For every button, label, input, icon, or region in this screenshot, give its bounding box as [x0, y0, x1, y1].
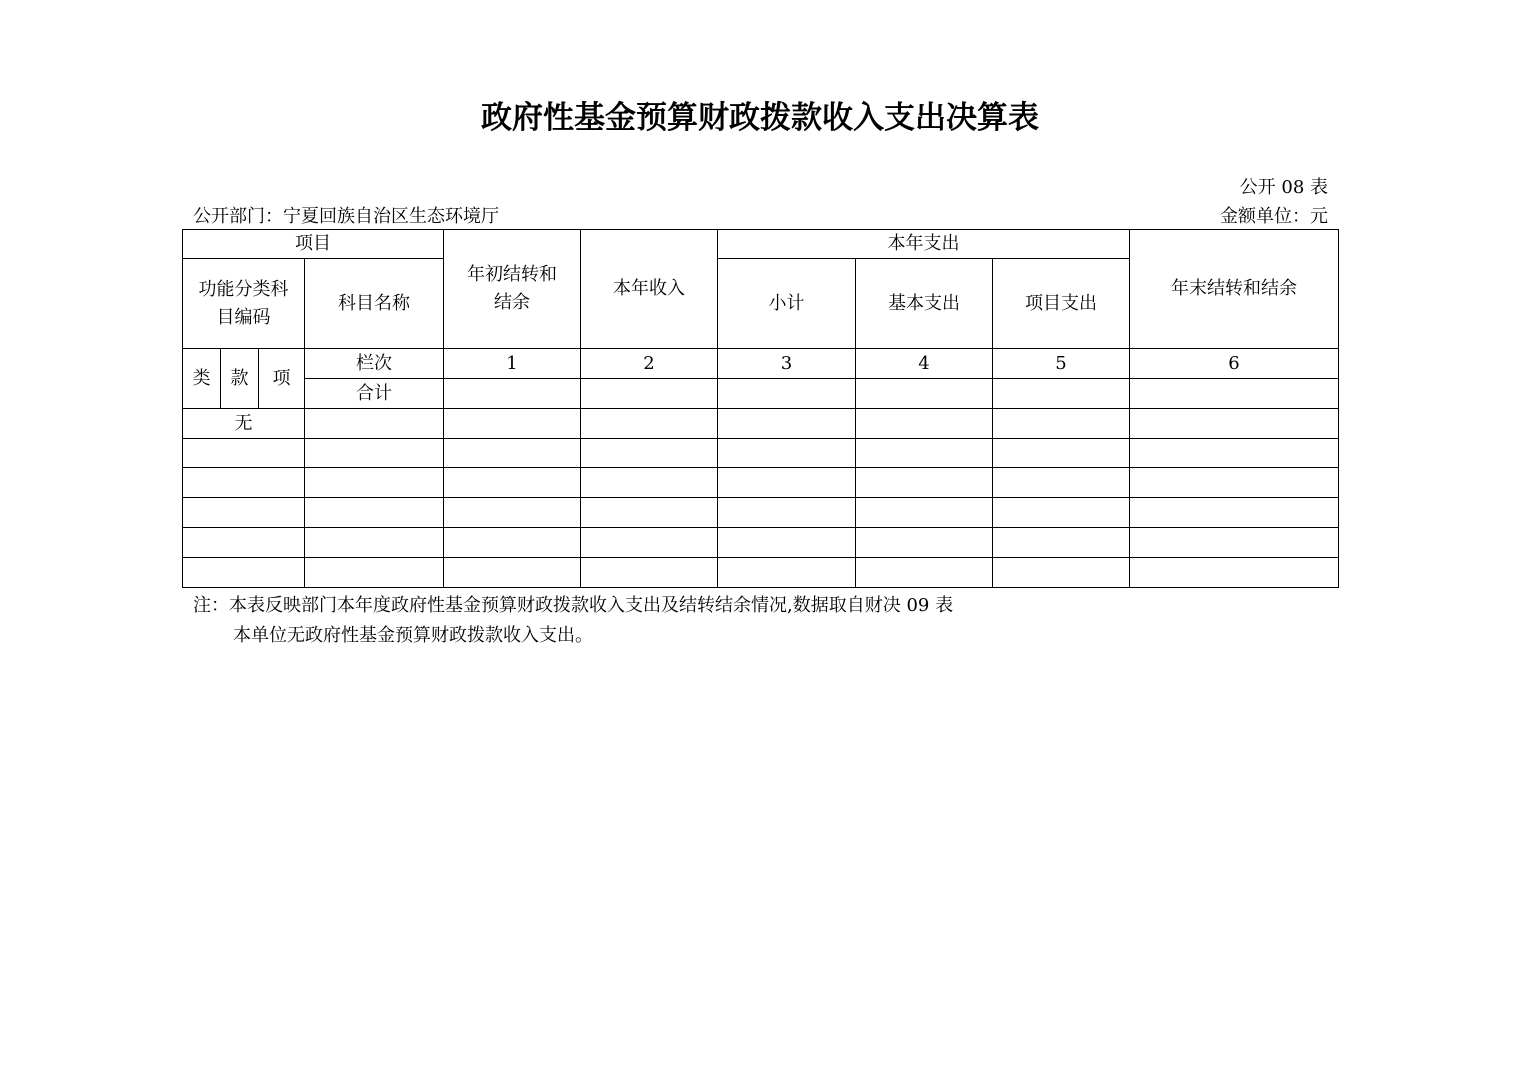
header-project-expense: 项目支出 [993, 259, 1130, 349]
cell [444, 468, 581, 498]
budget-table [182, 229, 1339, 588]
header-income: 本年收入 [581, 230, 718, 349]
cell [581, 528, 718, 558]
row-code: 无 [183, 409, 305, 439]
cell [993, 558, 1130, 588]
cell [444, 409, 581, 439]
header-kuan: 款 [221, 349, 259, 409]
cell [856, 528, 993, 558]
col-number: 3 [718, 349, 856, 379]
cell [444, 558, 581, 588]
cell [183, 498, 305, 528]
cell [581, 498, 718, 528]
cell [993, 498, 1130, 528]
cell [183, 528, 305, 558]
cell [993, 439, 1130, 468]
cell [718, 558, 856, 588]
cell [444, 439, 581, 468]
cell [856, 468, 993, 498]
header-expense: 本年支出 [718, 230, 1130, 259]
note-line: 本单位无政府性基金预算财政拨款收入支出。 [233, 625, 593, 646]
col-number: 1 [444, 349, 581, 379]
note-line: 注：本表反映部门本年度政府性基金预算财政拨款收入支出及结转结余情况,数据取自财决 09 表 [193, 595, 954, 616]
cell [856, 498, 993, 528]
cell [718, 468, 856, 498]
cell [856, 409, 993, 439]
table-row [183, 498, 1339, 528]
table-row [183, 558, 1339, 588]
table-row [183, 528, 1339, 558]
cell [305, 468, 444, 498]
cell [305, 558, 444, 588]
cell [993, 528, 1130, 558]
cell [993, 468, 1130, 498]
col-number: 4 [856, 349, 993, 379]
col-number: 6 [1130, 349, 1339, 379]
cell [183, 439, 305, 468]
cell [1130, 409, 1339, 439]
table-id: 公开 08 表 [1239, 177, 1328, 198]
cell [444, 498, 581, 528]
header-start-balance: 年初结转和结余 [444, 230, 581, 349]
cell [581, 379, 718, 409]
cell [1130, 468, 1339, 498]
header-subtotal: 小计 [718, 259, 856, 349]
cell [581, 439, 718, 468]
page-title: 政府性基金预算财政拨款收入支出决算表 [481, 100, 1039, 136]
cell [718, 439, 856, 468]
cell [305, 409, 444, 439]
table-row [183, 439, 1339, 468]
cell [718, 498, 856, 528]
col-number: 2 [581, 349, 718, 379]
cell [183, 558, 305, 588]
cell [1130, 558, 1339, 588]
unit-label: 金额单位：元 [1220, 206, 1328, 227]
notes [193, 591, 953, 651]
cell [444, 379, 581, 409]
header-heji: 合计 [305, 379, 444, 409]
header-end-balance: 年末结转和结余 [1130, 230, 1339, 349]
cell [1130, 379, 1339, 409]
cell [718, 528, 856, 558]
table-row [183, 409, 1339, 439]
cell [581, 468, 718, 498]
cell [183, 468, 305, 498]
cell [444, 528, 581, 558]
cell [856, 439, 993, 468]
cell [993, 409, 1130, 439]
cell [1130, 498, 1339, 528]
cell [993, 379, 1130, 409]
cell [1130, 528, 1339, 558]
table-row [183, 468, 1339, 498]
cell [856, 379, 993, 409]
col-number: 5 [993, 349, 1130, 379]
cell [1130, 439, 1339, 468]
cell [305, 498, 444, 528]
header-basic: 基本支出 [856, 259, 993, 349]
header-subject-name: 科目名称 [305, 259, 444, 349]
cell [718, 409, 856, 439]
header-project: 项目 [183, 230, 444, 259]
header-func-code: 功能分类科目编码 [183, 259, 305, 349]
cell [856, 558, 993, 588]
cell [305, 439, 444, 468]
cell [718, 379, 856, 409]
cell [581, 558, 718, 588]
cell [581, 409, 718, 439]
header-lanci: 栏次 [305, 349, 444, 379]
department-label: 公开部门：宁夏回族自治区生态环境厅 [193, 206, 499, 227]
cell [305, 528, 444, 558]
header-lei: 类 [183, 349, 221, 409]
header-xiang: 项 [259, 349, 305, 409]
